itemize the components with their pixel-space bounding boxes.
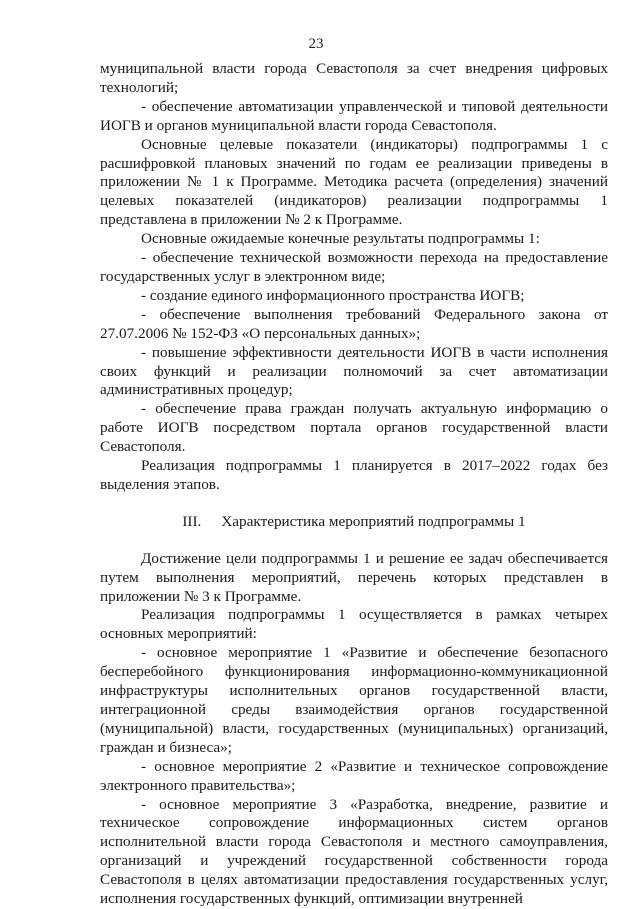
- paragraph: - обеспечение автоматизации управленческой и типовой деятельности ИОГВ и органов муниципальной власти города Севастополя.: [100, 97, 608, 134]
- page-number: 23: [308, 36, 324, 52]
- section-number: III.: [182, 512, 202, 530]
- list-item: - обеспечение технической возможности перехода на предоставление государственных услуг в электронном виде;: [100, 249, 608, 285]
- list-item: - обеспечение права граждан получать актуальную информацию о работе ИОГВ посредством портала органов государственной власти Севастополя.: [100, 400, 608, 456]
- paragraph: муниципальной власти города Севастополя за счет внедрения цифровых технологий;: [100, 60, 608, 96]
- paragraph: Основные ожидаемые конечные результаты подпрограммы 1:: [141, 230, 540, 248]
- list-item: - повышение эффективности деятельности ИОГВ в части исполнения своих функций и реализации полномочий за счет автоматизации административных процедур;: [100, 343, 608, 399]
- paragraph: Реализация подпрограммы 1 планируется в 2017–2022 годах без выделения этапов.: [100, 457, 608, 493]
- section-heading: [100, 513, 608, 532]
- list-item: - основное мероприятие 1 «Развитие и обеспечение безопасного бесперебойного функционирования информационно-коммуникационной инфраструктуры исполнительных органов государственной власти, интеграционной среды взаимодействия органов государственной (муниципальной) власти, государственных (муниципальных) организаций, граждан и бизнеса»;: [100, 644, 608, 756]
- paragraph: Достижение цели подпрограммы 1 и решение ее задач обеспечивается путем выполнения мероприятий, перечень которых представлен в приложении № 3 к Программе.: [100, 549, 608, 605]
- document-body: [100, 60, 608, 909]
- list-item: - обеспечение выполнения требований Федерального закона от 27.07.2006 № 152-ФЗ «О персональных данных»;: [100, 305, 608, 342]
- list-item: - создание единого информационного пространства ИОГВ;: [141, 286, 525, 304]
- paragraph: Реализация подпрограммы 1 осуществляется в рамках четырех основных мероприятий:: [100, 606, 608, 643]
- list-item: - основное мероприятие 2 «Развитие и техническое сопровождение электронного правительства»;: [100, 757, 608, 794]
- section-title: Характеристика мероприятий подпрограммы 1: [221, 512, 526, 530]
- paragraph: Основные целевые показатели (индикаторы) подпрограммы 1 с расшифровкой плановых значений по годам ее реализации приведены в приложении № 1 к Программе. Методика расчета (определения) значений целевых показателей (индикаторов) реализации подпрограммы 1 представлена в приложении № 2 к Программе.: [100, 135, 608, 229]
- list-item: - основное мероприятие 3 «Разработка, внедрение, развитие и техническое сопровождение информационных систем органов исполнительной власти города Севастополя и местного самоуправления, организаций и учреждений государственной собственности города Севастополя в целях автоматизации предоставления государственных услуг, исполнения государственных функций, оптимизации внутренней: [100, 795, 608, 908]
